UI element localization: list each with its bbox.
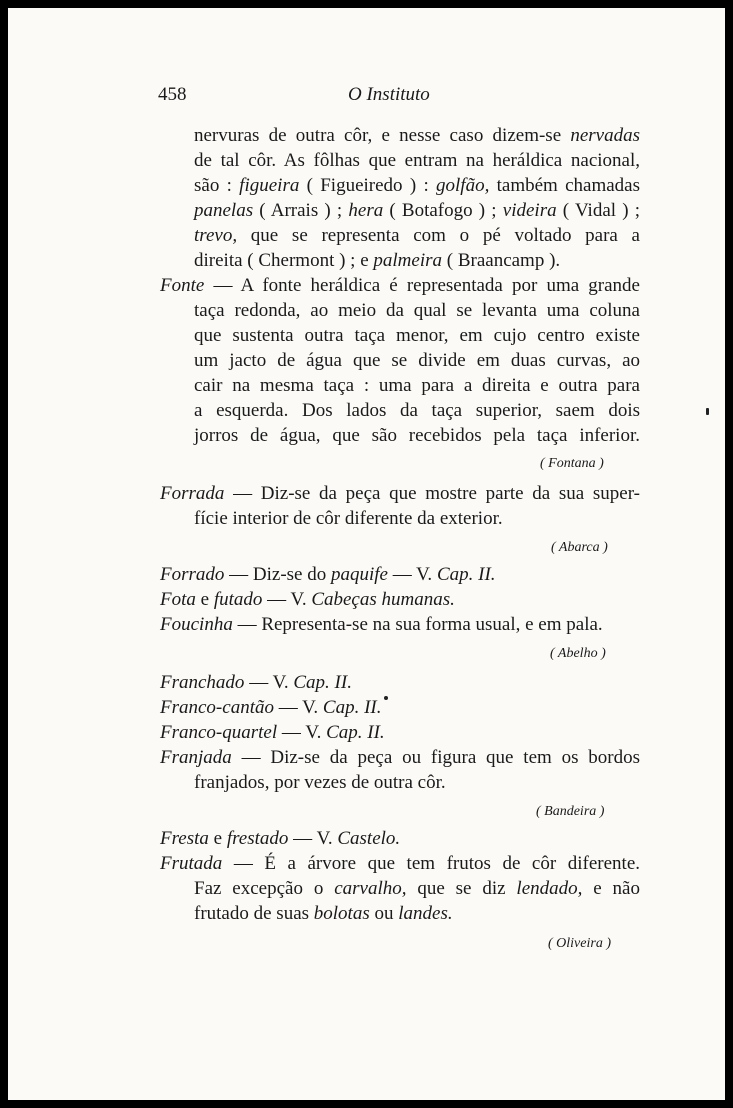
- text-line: que sustenta outra taça menor, em cujo centro existe: [194, 325, 640, 346]
- text-line: Faz excepção o carvalho, que se diz lendado, e não: [194, 878, 640, 899]
- entry-term: Forrada: [160, 483, 225, 504]
- text-line: um jacto de água que se divide em duas curvas, ao: [194, 350, 640, 371]
- text-line: frutado de suas bolotas ou landes.: [194, 903, 453, 924]
- entry-forrado: Forrado — Diz-se do paquife — V. Cap. II.: [160, 564, 496, 585]
- text-line: trevo, que se representa com o pé voltado para a: [194, 225, 640, 246]
- text-line: de tal côr. As fôlhas que entram na heráldica nacional,: [194, 150, 640, 171]
- entry-term: Frutada: [160, 853, 223, 874]
- text-line: direita ( Chermont ) ; e palmeira ( Braancamp ).: [194, 250, 561, 271]
- entry-term: Franco-cantão: [160, 697, 274, 718]
- entry-term: Franchado: [160, 672, 245, 693]
- text-line: panelas ( Arrais ) ; hera ( Botafogo ) ; videira ( Vidal ) ;: [194, 200, 640, 221]
- entry-franjada: Franjada — Diz-se da peça ou figura que tem os bordos: [160, 747, 640, 768]
- entry-forrada: Forrada — Diz-se da peça que mostre parte da sua super-: [160, 483, 640, 504]
- entry-fota: Fota e futado — V. Cabeças humanas.: [160, 589, 455, 610]
- source-reference: ( Bandeira ): [536, 804, 605, 819]
- entry-term: Fota: [160, 589, 196, 610]
- entry-frutada: Frutada — É a árvore que tem frutos de côr diferente.: [160, 853, 640, 874]
- entry-franchado: Franchado — V. Cap. II.: [160, 672, 352, 693]
- entry-franco-quartel: Franco-quartel — V. Cap. II.: [160, 722, 385, 743]
- source-reference: ( Abarca ): [551, 540, 608, 555]
- text-line: taça redonda, ao meio da qual se levanta uma coluna: [194, 300, 640, 321]
- running-title: O Instituto: [348, 84, 430, 105]
- entry-term: Franjada: [160, 747, 232, 768]
- text-line: são : figueira ( Figueiredo ) : golfão, também chamadas: [194, 175, 640, 196]
- scan-speck: [706, 408, 709, 415]
- entry-term: Foucinha: [160, 614, 233, 635]
- scan-speck: [384, 696, 388, 700]
- entry-fresta: Fresta e frestado — V. Castelo.: [160, 828, 401, 849]
- page-number: 458: [158, 84, 187, 105]
- source-reference: ( Abelho ): [550, 646, 606, 661]
- entry-fonte: Fonte — A fonte heráldica é representada por uma grande: [160, 275, 640, 296]
- source-reference: ( Fontana ): [540, 456, 604, 471]
- entry-term: Fonte: [160, 275, 205, 296]
- entry-franco-cantao: Franco-cantão — V. Cap. II.: [160, 697, 382, 718]
- text-line: a esquerda. Dos lados da taça superior, saem dois: [194, 400, 640, 421]
- page-header: [8, 80, 725, 110]
- entry-foucinha: Foucinha — Representa-se na sua forma usual, e em pala.: [160, 614, 603, 635]
- entry-term: Franco-quartel: [160, 722, 278, 743]
- text-line: franjados, por vezes de outra côr.: [194, 772, 446, 793]
- book-page: [8, 8, 725, 1100]
- text-line: jorros de água, que são recebidos pela taça inferior.: [194, 425, 640, 446]
- text-line: cair na mesma taça : uma para a direita e outra para: [194, 375, 640, 396]
- entry-term: Fresta: [160, 828, 209, 849]
- entry-term: Forrado: [160, 564, 225, 585]
- text-line: fície interior de côr diferente da exterior.: [194, 508, 503, 529]
- source-reference: ( Oliveira ): [548, 936, 611, 951]
- text-line: nervuras de outra côr, e nesse caso dizem-se nervadas: [194, 125, 640, 146]
